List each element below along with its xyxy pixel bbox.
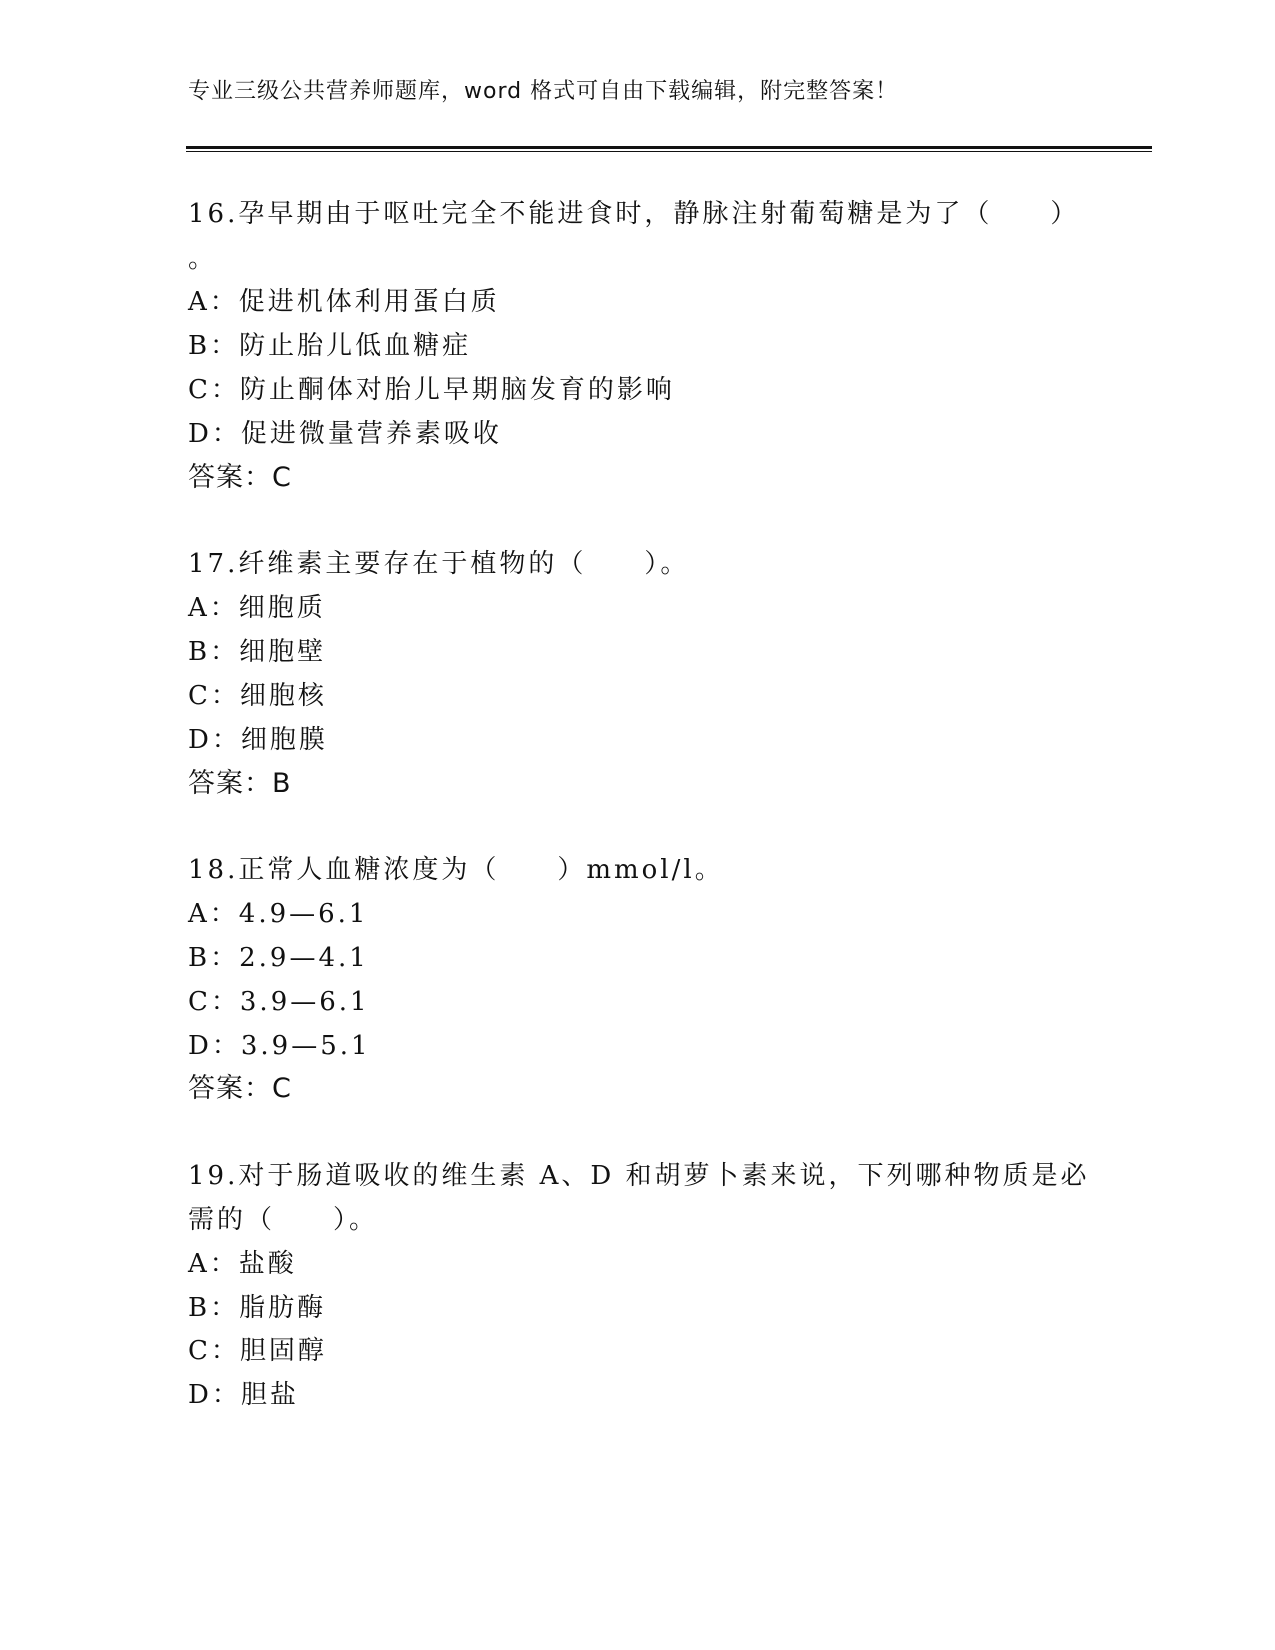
question-16-option-c: C：防止酮体对胎儿早期脑发育的影响 — [188, 375, 675, 405]
question-19-option-a: A：盐酸 — [188, 1249, 297, 1279]
question-16-stem-continued: 。 — [188, 244, 218, 274]
question-17-option-b: B：细胞壁 — [188, 637, 327, 667]
question-17-option-d: D：细胞膜 — [188, 725, 328, 755]
question-16-option-b: B：防止胎儿低血糖症 — [188, 331, 472, 361]
question-16-answer: 答案：C — [188, 462, 292, 493]
question-18-stem: 18.正常人血糖浓度为（ ）mmol/l。 — [188, 855, 724, 885]
question-19-option-d: D：胆盐 — [188, 1380, 299, 1410]
question-17-answer: 答案：B — [188, 768, 292, 799]
header-text: 专业三级公共营养师题库，word 格式可自由下载编辑，附完整答案！ — [188, 79, 899, 104]
header-rule-thick — [186, 146, 1152, 149]
question-18-option-b: B：2.9—4.1 — [188, 943, 369, 973]
question-18-answer: 答案：C — [188, 1073, 292, 1104]
question-19-stem-continued: 需的（ ）。 — [188, 1205, 379, 1235]
question-18-option-c: C：3.9—6.1 — [188, 987, 370, 1017]
question-17-option-a: A：细胞质 — [188, 593, 326, 623]
question-17-option-c: C：细胞核 — [188, 681, 327, 711]
question-16-stem: 16.孕早期由于呕吐完全不能进食时，静脉注射葡萄糖是为了（ ） — [188, 199, 1080, 229]
question-17-stem: 17.纤维素主要存在于植物的（ ）。 — [188, 549, 690, 579]
question-16-option-d: D：促进微量营养素吸收 — [188, 419, 502, 449]
question-19-option-b: B：脂肪酶 — [188, 1293, 327, 1323]
question-19-stem: 19.对于肠道吸收的维生素 A、D 和胡萝卜素来说，下列哪种物质是必 — [188, 1161, 1090, 1191]
question-18-option-d: D：3.9—5.1 — [188, 1031, 371, 1061]
header-rule-thin — [186, 151, 1152, 152]
question-19-option-c: C：胆固醇 — [188, 1336, 327, 1366]
question-18-option-a: A：4.9—6.1 — [188, 899, 369, 929]
question-16-option-a: A：促进机体利用蛋白质 — [188, 287, 500, 317]
